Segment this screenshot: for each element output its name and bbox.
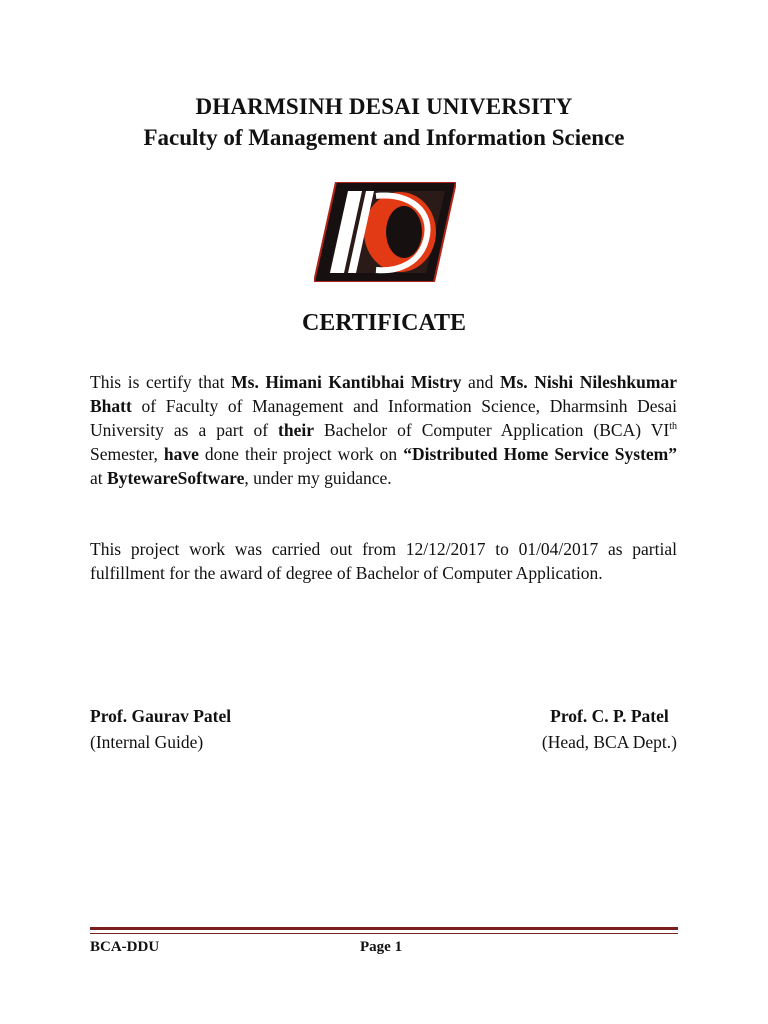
certificate-title: CERTIFICATE xyxy=(301,310,467,336)
body-text: This is certify that xyxy=(90,372,232,392)
university-logo-icon xyxy=(314,182,456,282)
emphasis-have: have xyxy=(163,444,199,464)
ordinal-superscript: th xyxy=(669,421,677,433)
faculty-name: Faculty of Management and Information Science xyxy=(143,125,625,150)
signature-internal-guide xyxy=(90,703,231,755)
certificate-body-paragraph-1 xyxy=(90,370,677,490)
student-name-1: Ms. Himani Kantibhai Mistry xyxy=(231,372,462,392)
footer-label: BCA-DDU xyxy=(90,939,160,955)
company-name: BytewareSoftware xyxy=(107,468,245,488)
university-name: DHARMSINH DESAI UNIVERSITY xyxy=(195,94,573,119)
guide-role: (Internal Guide) xyxy=(90,732,204,752)
student-name-2: Ms. Nishi Nileshkumar Bhatt xyxy=(90,372,677,416)
signature-head-of-department xyxy=(542,703,677,755)
head-name: Prof. C. P. Patel xyxy=(550,706,669,726)
emphasis-their: their xyxy=(278,420,314,440)
footer-rule-thick xyxy=(90,927,678,930)
body-text: , under my guidance. xyxy=(244,468,392,488)
project-title: “Distributed Home Service System” xyxy=(403,444,677,464)
body-text: and xyxy=(461,372,500,392)
head-role: (Head, BCA Dept.) xyxy=(541,732,677,752)
body-text: of Faculty of Management and Information Science, Dharmsinh Desai University as a part of xyxy=(90,396,677,440)
footer-rule-thin xyxy=(90,933,678,934)
logo-dark-core xyxy=(386,206,422,258)
certificate-body-paragraph-2: This project work was carried out from 12/12/2017 to 01/04/2017 as partial fulfillment for the award of degree of Bachelor of Computer Application. xyxy=(90,539,677,583)
body-text: Bachelor of Computer Application (BCA) VI xyxy=(314,420,670,440)
page-number: Page 1 xyxy=(360,939,403,955)
guide-name: Prof. Gaurav Patel xyxy=(90,706,232,726)
body-text: done their project work on xyxy=(198,444,404,464)
body-text: at xyxy=(90,468,108,488)
body-text: Semester, xyxy=(90,444,164,464)
